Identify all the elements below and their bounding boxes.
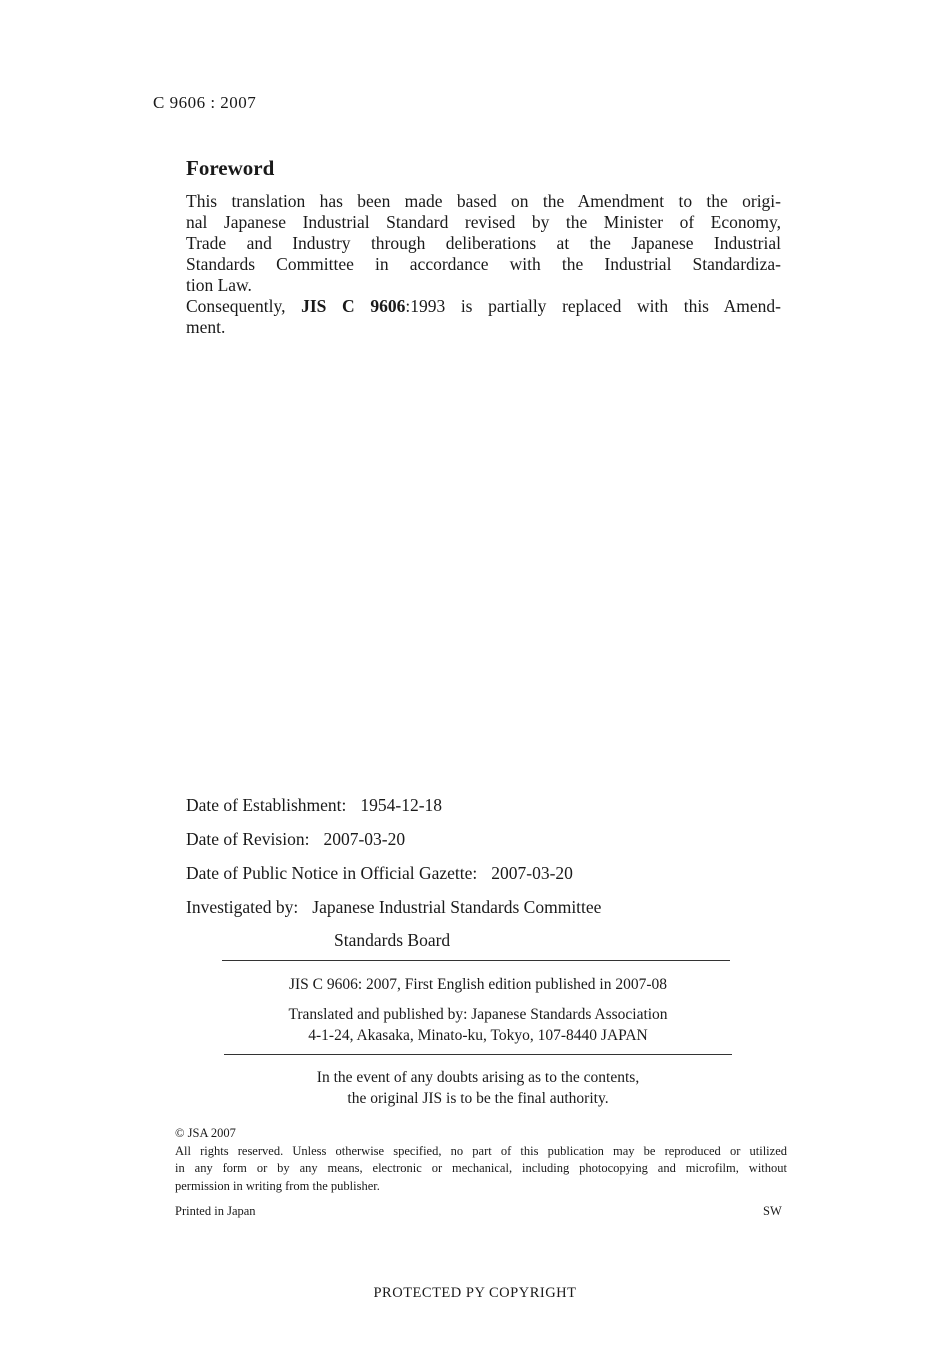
foreword-line: This translation has been made based on the Amendment to the origi-	[186, 191, 781, 211]
public-notice-row	[186, 863, 573, 884]
foreword-line: Trade and Industry through deliberations at the Japanese Industrial	[186, 233, 781, 253]
edition-info: JIS C 9606: 2007, First English edition published in 2007-08	[288, 976, 668, 993]
divider-line	[222, 960, 730, 961]
copyright-notice: © JSA 2007	[175, 1126, 236, 1140]
publisher-address: 4-1-24, Akasaka, Minato-ku, Tokyo, 107-8440 JAPAN	[308, 1027, 648, 1044]
revision-value: 2007-03-20	[323, 829, 406, 849]
foreword-title: Foreword	[186, 156, 275, 180]
investigated-row	[186, 897, 601, 918]
foreword-line: nal Japanese Industrial Standard revised by the Minister of Economy,	[186, 212, 781, 232]
public-notice-label: Date of Public Notice in Official Gazette:	[186, 863, 478, 883]
protected-notice: PROTECTED PY COPYRIGHT	[373, 1285, 577, 1301]
rights-line: All rights reserved. Unless otherwise specified, no part of this publication may be reproduced or utilized	[175, 1143, 787, 1158]
revision-label: Date of Revision:	[186, 829, 310, 849]
page-header-standard-number: C 9606 : 2007	[153, 93, 257, 112]
investigated-value: Japanese Industrial Standards Committee	[312, 897, 602, 917]
rights-line: in any form or by any means, electronic or mechanical, including photocopying and microfilm, without	[175, 1161, 787, 1175]
divider-line	[224, 1054, 732, 1055]
foreword-line: ment.	[186, 317, 226, 337]
foreword-consequently-line	[186, 296, 781, 317]
investigated-label: Investigated by:	[186, 897, 299, 917]
consequently-prefix: Consequently,	[186, 296, 302, 316]
foreword-line: Standards Committee in accordance with the Industrial Standardiza-	[186, 254, 781, 274]
publisher-info: Translated and published by: Japanese Standards Association	[288, 1006, 668, 1023]
investigated-value-2: Standards Board	[334, 930, 451, 950]
establishment-value: 1954-12-18	[360, 795, 443, 815]
consequently-suffix: :1993 is partially replaced with this Amend-	[405, 296, 781, 316]
foreword-body	[186, 191, 781, 338]
foreword-line: tion Law.	[186, 275, 252, 295]
doubts-notice-line-2: the original JIS is to be the final authority.	[347, 1090, 609, 1107]
jis-reference: JIS C 9606	[301, 296, 406, 316]
establishment-row	[186, 795, 442, 816]
printed-in: Printed in Japan	[175, 1204, 256, 1218]
public-notice-value: 2007-03-20	[491, 863, 573, 883]
rights-line: permission in writing from the publisher.	[175, 1178, 380, 1193]
revision-row	[186, 829, 405, 850]
print-code: SW	[763, 1204, 782, 1218]
investigated-row-2	[334, 930, 450, 951]
doubts-notice-line-1: In the event of any doubts arising as to the contents,	[316, 1069, 640, 1086]
establishment-label: Date of Establishment:	[186, 795, 347, 815]
copyright-block	[175, 1125, 787, 1195]
